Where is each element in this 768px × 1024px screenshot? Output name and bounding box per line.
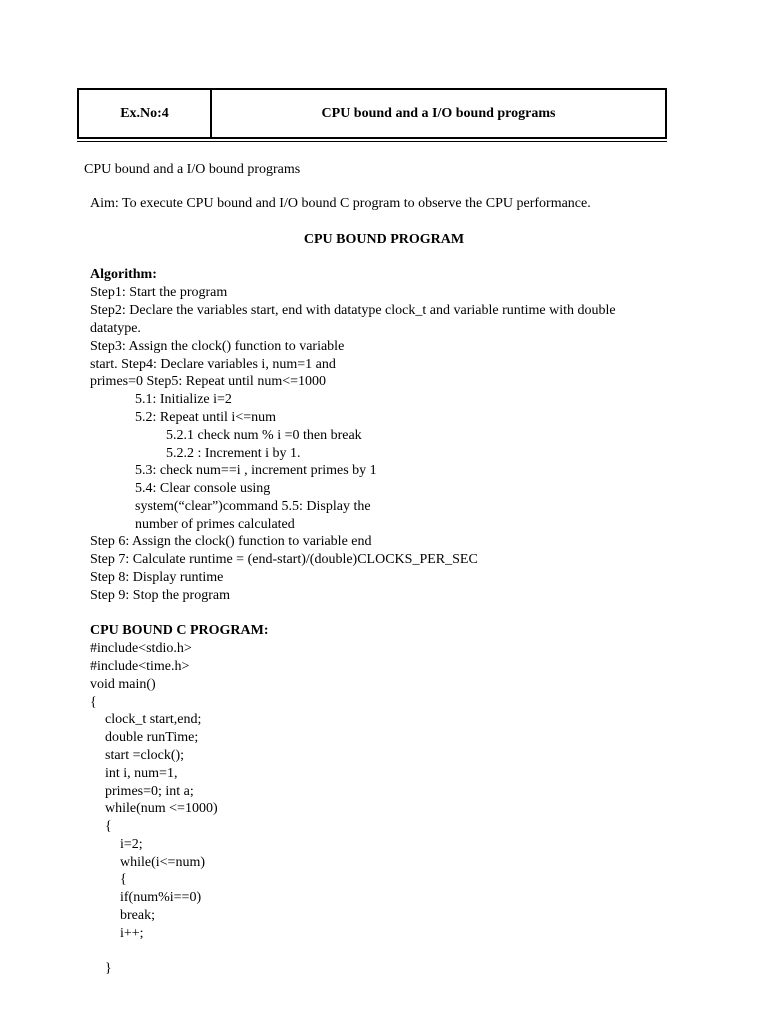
- algorithm-line: Step3: Assign the clock() function to variable: [90, 339, 345, 354]
- document-subtitle: CPU bound and a I/O bound programs: [84, 162, 301, 177]
- exercise-title: CPU bound and a I/O bound programs: [321, 105, 556, 121]
- code-line: {: [105, 819, 112, 834]
- code-line: while(num <=1000): [105, 801, 218, 816]
- code-line: i++;: [120, 926, 144, 941]
- algorithm-line: Step 7: Calculate runtime = (end-start)/(double)CLOCKS_PER_SEC: [90, 552, 478, 567]
- algorithm-substep: system(“clear”)command 5.5: Display the: [135, 499, 371, 514]
- algorithm-substep: 5.1: Initialize i=2: [135, 392, 232, 407]
- exercise-number: Ex.No:4: [79, 90, 212, 137]
- algorithm-substep: number of primes calculated: [135, 517, 295, 532]
- code-line: primes=0; int a;: [105, 784, 194, 799]
- code-line: int i, num=1,: [105, 766, 178, 781]
- algorithm-line: Step 6: Assign the clock() function to variable end: [90, 534, 372, 549]
- aim-text: Aim: To execute CPU bound and I/O bound C program to observe the CPU performance.: [90, 196, 591, 211]
- code-line: #include<time.h>: [90, 659, 190, 674]
- algorithm-line: start. Step4: Declare variables i, num=1 and: [90, 357, 336, 372]
- code-line: {: [120, 872, 127, 887]
- code-line: {: [90, 695, 97, 710]
- code-line: double runTime;: [105, 730, 199, 745]
- algorithm-substep: 5.2: Repeat until i<=num: [135, 410, 276, 425]
- code-line: if(num%i==0): [120, 890, 202, 905]
- algorithm-line: Step 8: Display runtime: [90, 570, 224, 585]
- program-heading: CPU BOUND C PROGRAM:: [90, 623, 269, 638]
- code-line: start =clock();: [105, 748, 185, 763]
- code-line: while(i<=num): [120, 855, 205, 870]
- code-line: #include<stdio.h>: [90, 641, 192, 656]
- code-line: }: [105, 961, 112, 976]
- algorithm-line: Step 9: Stop the program: [90, 588, 230, 603]
- algorithm-line: primes=0 Step5: Repeat until num<=1000: [90, 374, 326, 389]
- algorithm-line: Step2: Declare the variables start, end with datatype clock_t and variable runtime with double: [90, 303, 616, 318]
- algorithm-heading: Algorithm:: [90, 267, 157, 282]
- exercise-header-table: [77, 88, 667, 139]
- code-line: clock_t start,end;: [105, 712, 202, 727]
- code-line: void main(): [90, 677, 156, 692]
- algorithm-substep: 5.3: check num==i , increment primes by 1: [135, 463, 377, 478]
- code-line: i=2;: [120, 837, 143, 852]
- algorithm-subsubstep: 5.2.2 : Increment i by 1.: [166, 446, 301, 461]
- code-line: break;: [120, 908, 155, 923]
- algorithm-line: Step1: Start the program: [90, 285, 228, 300]
- section-heading: CPU BOUND PROGRAM: [303, 232, 465, 247]
- algorithm-substep: 5.4: Clear console using: [135, 481, 271, 496]
- algorithm-line: datatype.: [90, 321, 141, 336]
- algorithm-subsubstep: 5.2.1 check num % i =0 then break: [166, 428, 362, 443]
